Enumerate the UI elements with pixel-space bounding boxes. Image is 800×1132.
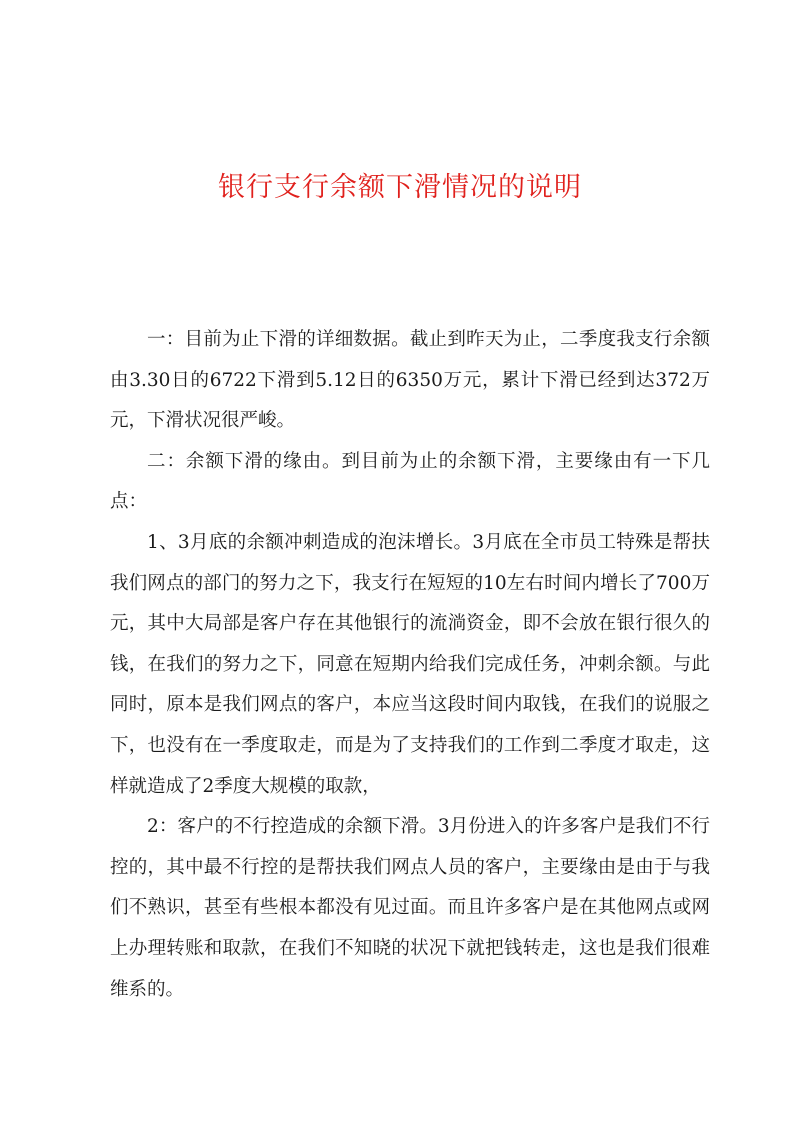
document-body xyxy=(110,320,710,1010)
paragraph-1: 一：目前为止下滑的详细数据。截止到昨天为止，二季度我支行余额由3.30日的6722下滑到5.12日的6350万元，累计下滑已经到达372万元，下滑状况很严峻。 xyxy=(110,329,710,432)
paragraph-2: 二：余额下滑的缘由。到目前为止的余额下滑，主要缘由有一下几点： xyxy=(110,450,710,513)
paragraph-4: 2：客户的不行控造成的余额下滑。3月份进入的许多客户是我们不行控的，其中最不行控的是帮扶我们网点人员的客户，主要缘由是由于与我们不熟识，甚至有些根本都没有见过面。而且许多客户是在其他网点或网上办理转账和取款，在我们不知晓的状况下就把钱转走，这也是我们很难维系的。 xyxy=(110,816,710,1000)
paragraph-3: 1、3月底的余额冲刺造成的泡沫增长。3月底在全市员工特殊是帮扶我们网点的部门的努力之下，我支行在短短的10左右时间内增长了700万元，其中大局部是客户存在其他银行的流淌资金，即不会放在银行很久的钱，在我们的努力之下，同意在短期内给我们完成任务，冲刺余额。与此同时，原本是我们网点的客户，本应当这段时间内取钱，在我们的说服之下，也没有在一季度取走，而是为了支持我们的工作到二季度才取走，这样就造成了2季度大规模的取款， xyxy=(110,531,710,797)
document-title: 银行支行余额下滑情况的说明 xyxy=(218,172,582,203)
